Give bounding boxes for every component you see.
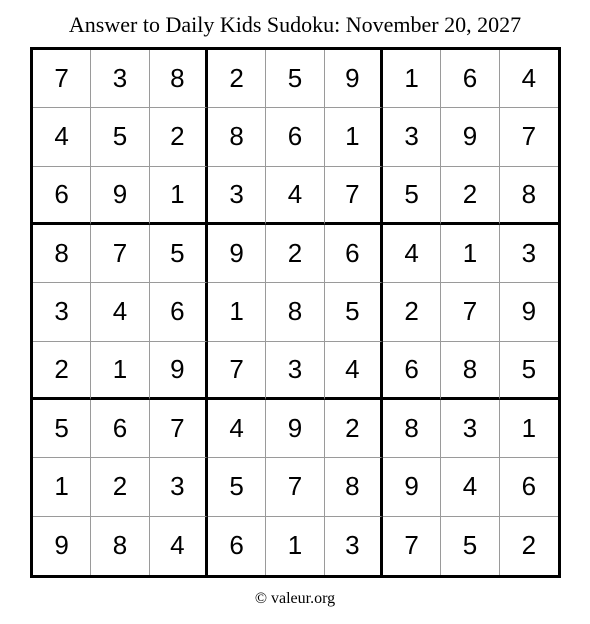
sudoku-cell: 7 [33,50,91,108]
sudoku-cell: 7 [150,400,208,458]
sudoku-cell: 6 [150,283,208,341]
sudoku-cell: 4 [150,517,208,575]
sudoku-cell: 3 [383,108,441,166]
sudoku-cell: 3 [208,167,266,225]
sudoku-board [30,47,561,578]
sudoku-cell: 9 [325,50,383,108]
sudoku-cell: 5 [500,342,558,400]
sudoku-cell: 4 [500,50,558,108]
sudoku-cell: 8 [33,225,91,283]
sudoku-cell: 6 [266,108,324,166]
sudoku-cell: 8 [91,517,149,575]
sudoku-cell: 2 [266,225,324,283]
sudoku-cell: 8 [500,167,558,225]
sudoku-cell: 1 [208,283,266,341]
sudoku-cell: 2 [208,50,266,108]
sudoku-cell: 3 [33,283,91,341]
sudoku-cell: 1 [325,108,383,166]
sudoku-cell: 3 [150,458,208,516]
sudoku-cell: 4 [91,283,149,341]
sudoku-cell: 7 [441,283,499,341]
sudoku-cell: 8 [266,283,324,341]
sudoku-cell: 6 [500,458,558,516]
sudoku-cell: 9 [383,458,441,516]
sudoku-cell: 3 [91,50,149,108]
sudoku-cell: 7 [208,342,266,400]
sudoku-cell: 9 [500,283,558,341]
sudoku-cell: 2 [441,167,499,225]
sudoku-cell: 6 [441,50,499,108]
sudoku-cell: 5 [33,400,91,458]
sudoku-cell: 9 [91,167,149,225]
sudoku-cell: 4 [441,458,499,516]
sudoku-cell: 6 [91,400,149,458]
sudoku-cell: 5 [208,458,266,516]
sudoku-cell: 3 [325,517,383,575]
sudoku-cell: 1 [500,400,558,458]
sudoku-cell: 8 [150,50,208,108]
sudoku-cell: 1 [33,458,91,516]
sudoku-cell: 3 [266,342,324,400]
sudoku-cell: 2 [33,342,91,400]
sudoku-cell: 7 [266,458,324,516]
sudoku-cell: 5 [150,225,208,283]
sudoku-cell: 8 [325,458,383,516]
sudoku-cell: 5 [441,517,499,575]
sudoku-cell: 1 [150,167,208,225]
sudoku-cell: 1 [91,342,149,400]
sudoku-cell: 4 [266,167,324,225]
sudoku-cell: 1 [441,225,499,283]
sudoku-cell: 8 [441,342,499,400]
sudoku-cell: 8 [208,108,266,166]
sudoku-cell: 1 [266,517,324,575]
copyright-footer: © valeur.org [254,590,336,607]
page-title: Answer to Daily Kids Sudoku: November 20, 2027 [68,12,522,37]
sudoku-cell: 9 [150,342,208,400]
sudoku-cell: 9 [208,225,266,283]
sudoku-cell: 2 [150,108,208,166]
sudoku-cell: 7 [383,517,441,575]
sudoku-cell: 6 [208,517,266,575]
sudoku-cell: 2 [383,283,441,341]
sudoku-cell: 2 [91,458,149,516]
sudoku-cell: 2 [325,400,383,458]
sudoku-cell: 9 [33,517,91,575]
sudoku-cell: 2 [521,530,537,561]
sudoku-cell: 3 [500,225,558,283]
sudoku-cell: 9 [266,400,324,458]
sudoku-cell: 5 [325,283,383,341]
sudoku-cell: 7 [325,167,383,225]
sudoku-cell: 5 [91,108,149,166]
sudoku-cell: 4 [208,400,266,458]
sudoku-cell: 6 [33,167,91,225]
sudoku-cell: 4 [325,342,383,400]
sudoku-cell: 9 [441,108,499,166]
sudoku-cell: 7 [91,225,149,283]
sudoku-cell: 5 [383,167,441,225]
sudoku-cell: 5 [266,50,324,108]
sudoku-cell: 1 [383,50,441,108]
sudoku-cell: 4 [383,225,441,283]
sudoku-cell: 4 [33,108,91,166]
sudoku-cell: 3 [441,400,499,458]
sudoku-cell: 8 [383,400,441,458]
sudoku-cell: 7 [500,108,558,166]
sudoku-cell: 6 [383,342,441,400]
sudoku-cell: 6 [325,225,383,283]
